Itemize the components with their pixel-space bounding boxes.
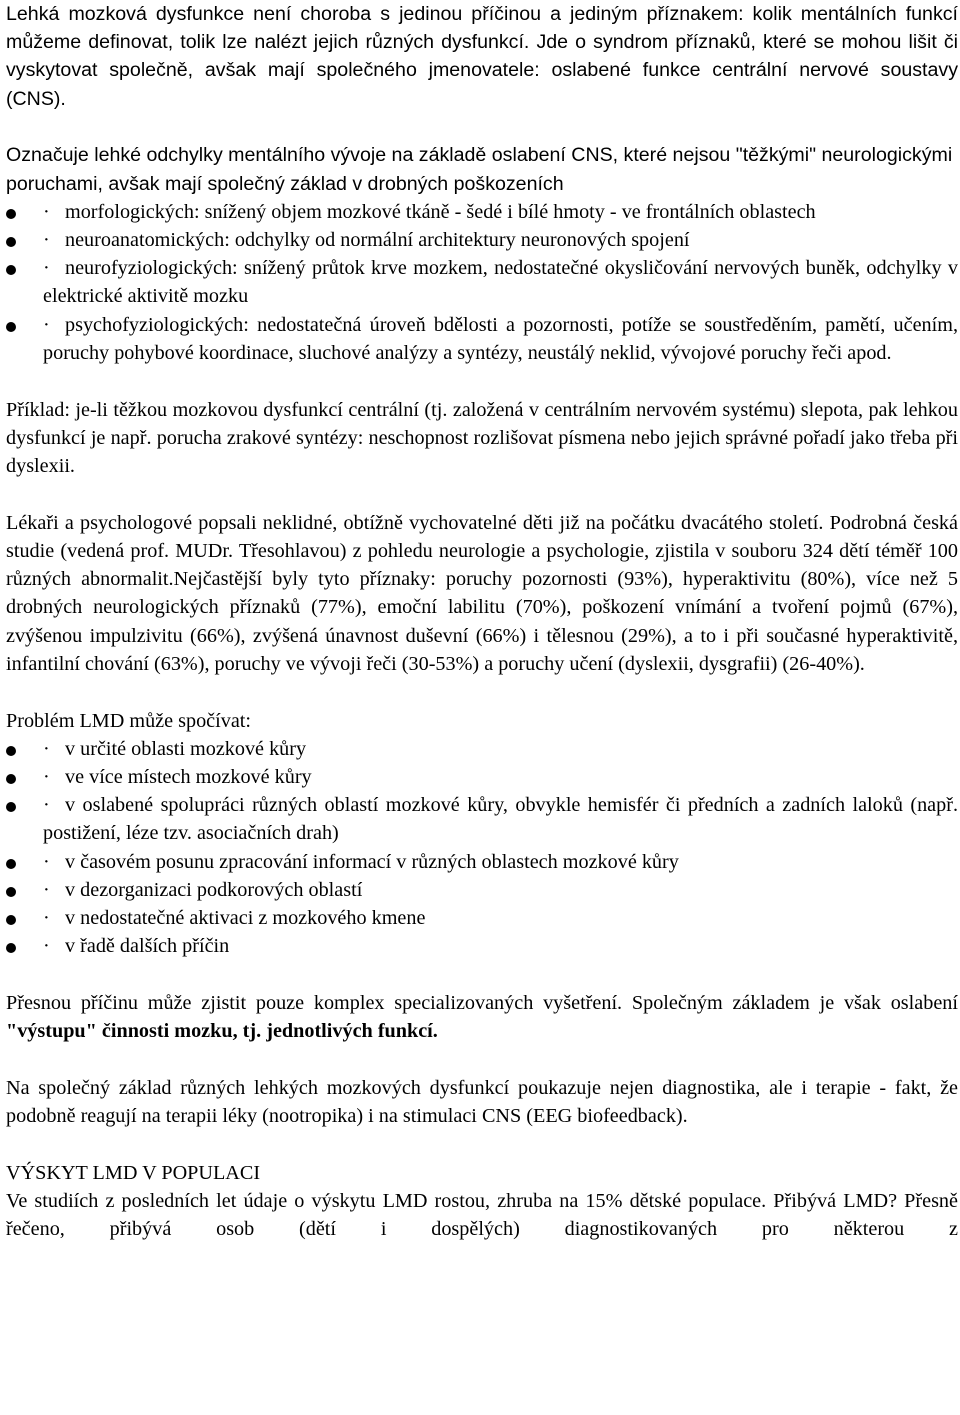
bullet-marker: ·: [43, 935, 50, 958]
bullet-marker: ·: [43, 878, 50, 901]
problem-list-item: [6, 904, 958, 932]
damage-list-item: [6, 311, 958, 367]
problem-list-item: [6, 848, 958, 876]
problem-list: [6, 735, 958, 961]
document-page: [6, 0, 958, 1244]
bullet-icon: [6, 322, 16, 332]
cause-paragraph-bold: "výstupu" činnosti mozku, tj. jednotlivých funkcí.: [6, 1020, 438, 1043]
problem-list-item-text: v nedostatečné aktivaci z mozkového kmene: [65, 907, 426, 930]
occurrence-paragraph: Ve studiích z posledních let údaje o výskytu LMD rostou, zhruba na 15% dětské populace. Přibývá LMD? Přesně řečeno, přibývá osob (dětí i dospělých) diagnostikovaných pro některou z: [6, 1190, 958, 1241]
bullet-marker: ·: [43, 850, 50, 873]
study-paragraph: Lékaři a psychologové popsali neklidné, obtížně vychovatelné děti již na počátku dvacátého století. Podrobná česká studie (vedená prof. MUDr. Třesohlavou) z pohledu neurologie a psychologie, zjistila v souboru 324 dětí téměř 100 různých abnormalit.Nejčastější byly tyto příznaky: poruchy pozornosti (93%), hyperaktivitu (80%), více než 5 drobných neurologických příznaků (77%), emoční labilitu (70%), poškození vnímání a tvoření pojmů (67%), zvýšenou impulzivitu (66%), zvýšená únavnost duševní (66%) i tělesnou (29%), a to i při současné hyperaktivitě, infantilní chování (63%), poruchy ve vývoji řeči (30-53%) a poruchy učení (dyslexii, dysgrafii) (26-40%).: [6, 511, 958, 675]
bullet-marker: ·: [43, 257, 50, 280]
problem-list-item: [6, 791, 958, 847]
bullet-marker: ·: [43, 737, 50, 760]
bullet-icon: [6, 209, 16, 219]
bullet-icon: [6, 746, 16, 756]
damage-list-item: [6, 254, 958, 310]
damage-list-item-text: neuroanatomických: odchylky od normální architektury neuronových spojení: [65, 229, 690, 252]
bullet-marker: ·: [43, 313, 50, 336]
problem-list-item-text: v oslabené spolupráci různých oblastí mozkové kůry, obvykle hemisfér či předních a zadních laloků (např. postižení, léze tzv. asociačních drah): [43, 794, 958, 845]
problem-list-item: [6, 876, 958, 904]
damage-list-item-text: psychofyziologických: nedostatečná úroveň bdělosti a pozornosti, potíže se soustředěním, pamětí, učením, poruchy pohybové koordinace, sluchové analýzy a syntézy, neustálý neklid, vývojové poruchy řeči apod.: [43, 313, 958, 364]
bullet-icon: [6, 237, 16, 247]
bullet-marker: ·: [43, 229, 50, 252]
problem-list-item-text: v dezorganizaci podkorových oblastí: [65, 878, 363, 901]
example-paragraph: Příklad: je-li těžkou mozkovou dysfunkcí centrální (tj. založená v centrálním nervovém systému) slepota, pak lehkou dysfunkcí je např. porucha zrakové syntézy: neschopnost rozlišovat písmena nebo jejich správné pořadí jako třeba při dyslexii.: [6, 398, 958, 478]
bullet-icon: [6, 265, 16, 275]
problem-list-item-text: ve více místech mozkové kůry: [65, 766, 312, 789]
intro-paragraph: Lehká mozková dysfunkce není choroba s jedinou příčinou a jediným příznakem: kolik mentálních funkcí můžeme definovat, tolik lze nalézt jejich různých dysfunkcí. Jde o syndrom příznaků, které se mohou lišit či vyskytovat společně, avšak mají společného jmenovatele: oslabené funkce centrální nervové soustavy (CNS).: [6, 3, 958, 110]
problem-list-item-text: v určité oblasti mozkové kůry: [65, 737, 307, 760]
damage-list-item-text: morfologických: snížený objem mozkové tkáně - šedé i bílé hmoty - ve frontálních oblastech: [65, 200, 816, 223]
cause-paragraph: [6, 989, 958, 1045]
cause-paragraph-text: Přesnou příčinu může zjistit pouze komplex specializovaných vyšetření. Společným základem je však oslabení: [6, 992, 958, 1015]
problem-list-item-text: v časovém posunu zpracování informací v různých oblastech mozkové kůry: [65, 850, 679, 873]
problem-list-item: [6, 735, 958, 763]
bullet-icon: [6, 859, 16, 869]
section-heading: VÝSKYT LMD V POPULACI: [6, 1162, 261, 1185]
definition-paragraph: Označuje lehké odchylky mentálního vývoje na základě oslabení CNS, které nejsou "těžkými" neurologickými poruchami, avšak mají společný základ v drobných poškozeních: [6, 144, 953, 195]
damage-list-item: [6, 226, 958, 254]
problem-list-item-text: v řadě dalších příčin: [65, 935, 230, 958]
common-basis-paragraph: Na společný základ různých lehkých mozkových dysfunkcí poukazuje nejen diagnostika, ale i terapie - fakt, že podobně reagují na terapii léky (nootropika) i na stimulaci CNS (EEG biofeedback).: [6, 1077, 958, 1128]
bullet-icon: [6, 943, 16, 953]
bullet-marker: ·: [43, 766, 50, 789]
damage-list-item-text: neurofyziologických: snížený průtok krve mozkem, nedostatečné okysličování nervových buněk, odchylky v elektrické aktivitě mozku: [43, 257, 958, 308]
problem-intro: Problém LMD může spočívat:: [6, 709, 252, 732]
bullet-marker: ·: [43, 907, 50, 930]
problem-list-item: [6, 763, 958, 791]
damage-list: [6, 198, 958, 367]
bullet-icon: [6, 802, 16, 812]
bullet-marker: ·: [43, 200, 50, 223]
bullet-marker: ·: [43, 794, 50, 817]
bullet-icon: [6, 774, 16, 784]
problem-list-item: [6, 932, 958, 960]
bullet-icon: [6, 887, 16, 897]
damage-list-item: [6, 198, 958, 226]
bullet-icon: [6, 915, 16, 925]
